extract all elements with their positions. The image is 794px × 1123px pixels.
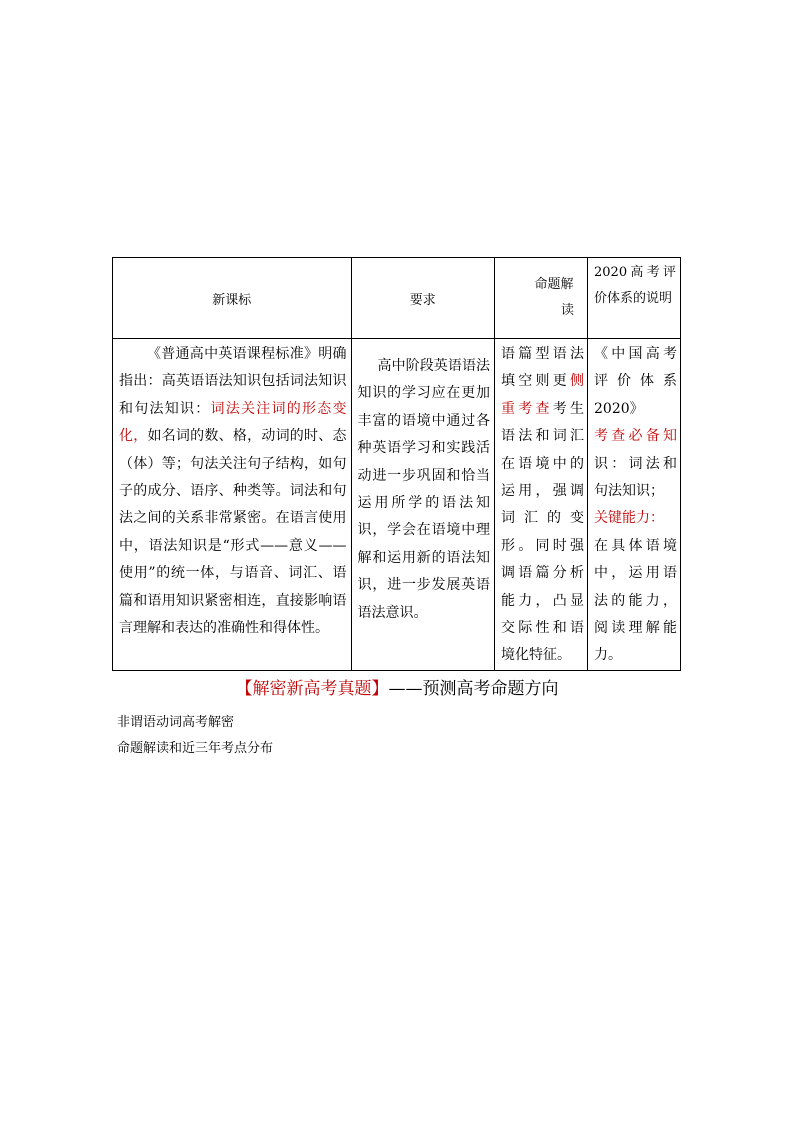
header-evaluation-system [588,258,681,339]
cell-new-standard [113,339,352,671]
new-standard-paragraph [113,339,351,642]
header-requirements [351,258,495,339]
evaluation-title: 《中国高考评价体系2020》 [594,346,677,417]
table-header-row [113,258,681,339]
section-title [0,674,794,699]
cell-interpretation [495,339,588,671]
new-standard-highlight: 词法关注词的形态变化， [119,400,347,445]
section-title-rest: ——预测高考命题方向 [388,679,559,699]
cell-requirements [351,339,495,671]
new-standard-rest: 如名词的数、格，动词的时、态（体）等；句法关注句子结构，如句子的成分、语序、种类等。词法和句法之间的关系非常紧密。在语言使用中，语法知识是“形式——意义——使用”的统一体，与语音、词汇、语篇和语用知识紧密相连，直接影响语言理解和表达的准确性和得体性。 [119,428,347,637]
header-requirements-text: 要求 [409,292,436,308]
header-interpretation-text [495,272,587,324]
interpretation-highlight: 侧重考查 [501,373,584,417]
section-title-bracketed: 【解密新高考真题】 [235,679,389,699]
subheading-line-2: 命题解读和近三年考点分布 [117,741,274,756]
header-new-standard-text: 新课标 [212,292,252,308]
header-interpretation [495,258,588,339]
table-body-row [113,339,681,671]
evaluation-paragraph [588,339,680,670]
header-evaluation-system-text: 2020高考评价体系的说明 [594,265,676,306]
new-standard-intro: 《普通高中英语课程标准》明确指出：高英语语法知识包括词法知识和句法知识： [119,346,347,417]
header-interpretation-line1: 命题解 [534,277,574,292]
evaluation-part2: 识：词法和句法知识； [594,455,677,500]
interpretation-part1: 语篇型语法填空则更 [501,346,584,390]
subheading-line-1: 非谓语动词高考解密 [117,715,235,730]
evaluation-part3: 在具体语境中，运用语法的能力，阅读理解能力。 [594,537,677,664]
evaluation-highlight-2: 关键能力： [594,510,664,527]
header-interpretation-line2: 读 [561,303,575,318]
curriculum-table [112,257,681,671]
requirements-paragraph: 高中阶段英语语法知识的学习应在更加丰富的语境中通过各种英语学习和实践活动进一步巩固和恰当运用所学的语法知识，学会在语境中理解和运用新的语法知识，进一步发展英语语法意识。 [357,358,491,621]
cell-evaluation-system [588,339,681,671]
header-new-standard [113,258,352,339]
interpretation-part2: 考生语法和词汇在语境中的运用，强调词汇的变形。同时强调语篇分析能力，凸显交际性和语境化特征。 [501,400,585,664]
interpretation-paragraph [495,339,587,670]
evaluation-highlight-1: 考查必备知 [594,428,677,445]
